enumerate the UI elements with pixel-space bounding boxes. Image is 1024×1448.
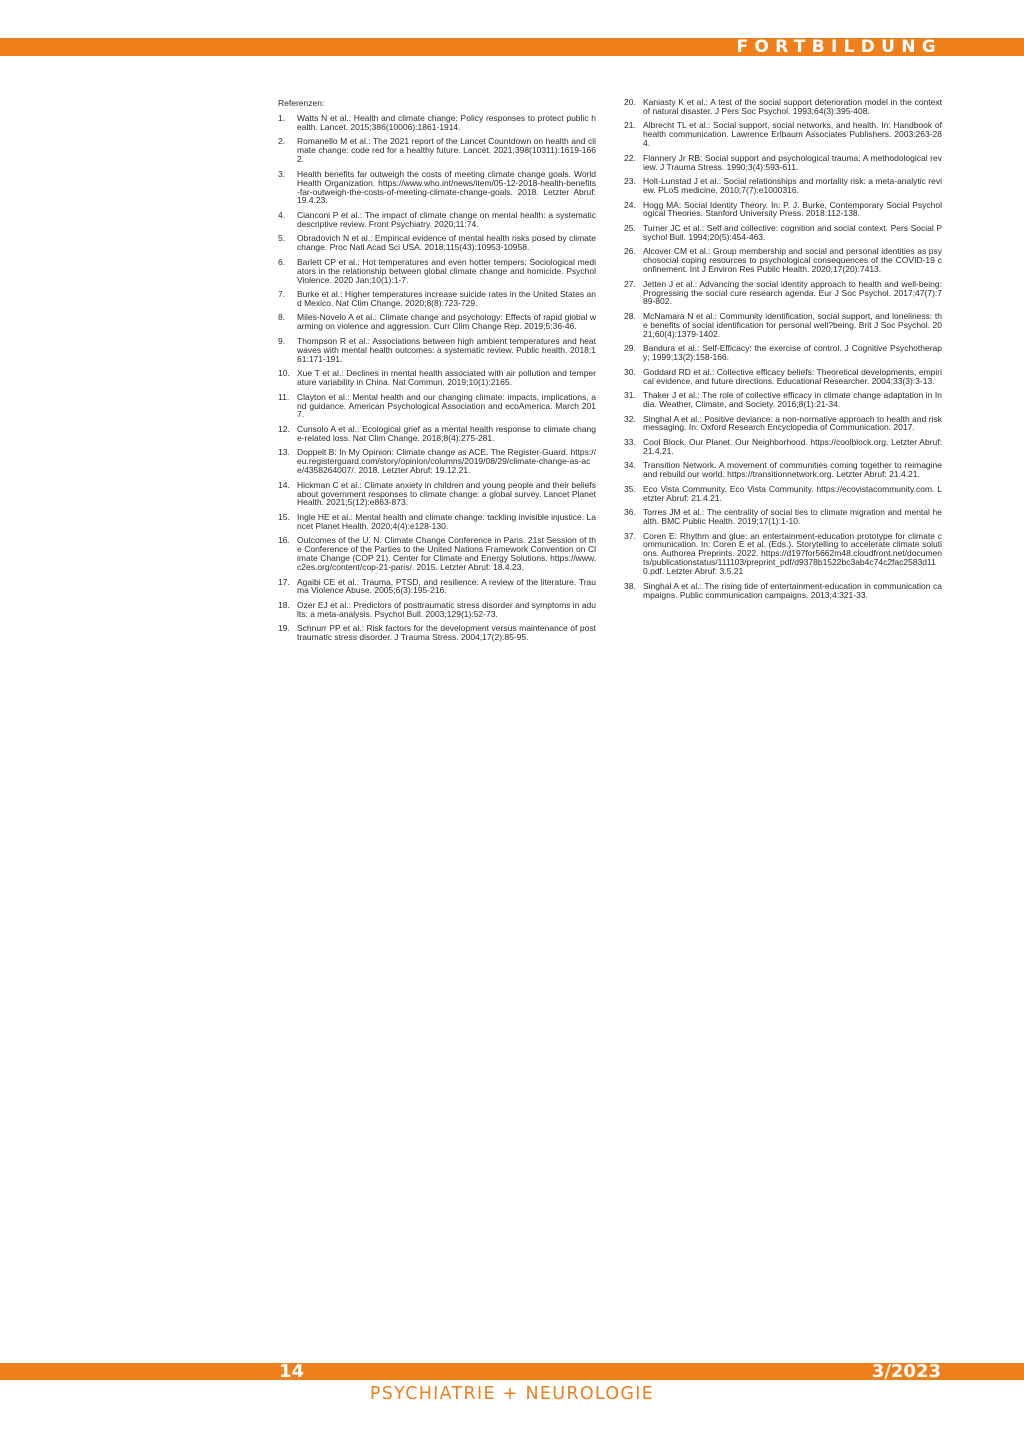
reference-text: Cunsolo A et al.: Ecological grief as a mental health response to climate change-related loss. Nat Clim Change. 2018;8(4):275-281. bbox=[297, 423, 596, 443]
reference-number: 24. bbox=[624, 199, 636, 210]
reference-text: Health benefits far outweigh the costs of meeting climate change goals. World Health Organization. https://www.who.int/news/item/05-12-2018-health-benefits-far-outweigh-the-costs-of-meeting-climate-change-goals. 2018. Letzter Abruf: 19.4.23. bbox=[297, 168, 596, 206]
reference-text: Cool Block. Our Planet. Our Neighborhood. https://coolblock.org. Letzter Abruf: 21.4.21. bbox=[643, 436, 942, 456]
references-left-column bbox=[278, 114, 596, 648]
reference-text: Jetten J et al.: Advancing the social identity approach to health and well-being: Progressing the social cure research agenda. Eur J Soc Psychol. 2017;47(7):789-802. bbox=[643, 278, 942, 307]
reference-number: 4. bbox=[278, 209, 286, 220]
reference-item bbox=[624, 280, 942, 307]
reference-number: 15. bbox=[278, 511, 290, 522]
reference-item bbox=[624, 485, 942, 503]
reference-number: 2. bbox=[278, 136, 286, 147]
reference-item bbox=[624, 391, 942, 409]
reference-text: Ingle HE et al.: Mental health and climate change: tackling invisible injustice. Lancet Planet Health. 2020;4(4):e128-130. bbox=[297, 511, 596, 531]
reference-text: Outcomes of the U. N. Climate Change Conference in Paris. 21st Session of the Conference of the Parties to the United Nations Framework Convention on Climate Change (COP 21). Center for Climate and Energy Solutions. https://www.c2es.org/content/cop-21-paris/. 2015. Letzter Abruf: 18.4.23. bbox=[297, 535, 596, 573]
reference-text: Albrecht TL et al.: Social support, social networks, and health. In: Handbook of health communication. Lawrence Erlbaum Associates Publishers. 2003:263-284. bbox=[643, 120, 942, 149]
reference-text: Kaniasty K et al.: A test of the social support deterioration model in the context of natural disaster. J Pers Soc Psychol. 1993;64(3):395-408. bbox=[643, 97, 942, 116]
reference-text: Thompson R et al.: Associations between high ambient temperatures and heat waves with mental health outcomes: a systematic review. Public health. 2018;161:171-191. bbox=[297, 335, 596, 364]
reference-number: 7. bbox=[278, 289, 286, 300]
reference-text: Obradovich N et al.: Empirical evidence of mental health risks posed by climate change. Proc Natl Acad Sci USA. 2018;115(43):10953-10958. bbox=[297, 233, 596, 253]
reference-text: Xue T et al.: Declines in mental health associated with air pollution and temperature variability in China. Nat Commun. 2019;10(1):2165. bbox=[297, 368, 596, 388]
reference-number: 26. bbox=[624, 246, 636, 257]
reference-number: 33. bbox=[624, 436, 636, 447]
reference-item bbox=[278, 578, 596, 596]
reference-text: Ozer EJ et al.: Predictors of posttraumatic stress disorder and symptoms in adults: a meta-analysis. Psychol Bull. 2003;129(1):52-73. bbox=[297, 599, 596, 619]
reference-text: Watts N et al.: Health and climate change: Policy responses to protect public health. Lancet. 2015;386(10006):1861-1914. bbox=[297, 113, 596, 132]
reference-item bbox=[624, 438, 942, 456]
reference-text: Turner JC et al.: Self and collective: cognition and social context. Pers Social Psychol Bull. 1994;20(5):454-463. bbox=[643, 222, 942, 242]
reference-text: Hogg MA: Social Identity Theory. In: P. J. Burke, Contemporary Social Psychological Theories. Stanford University Press. 2018:112-138. bbox=[643, 199, 942, 219]
reference-text: Flannery Jr RB: Social support and psychological trauma: A methodological review. J Trauma Stress. 1990;3(4):593-611. bbox=[643, 152, 942, 172]
reference-number: 14. bbox=[278, 479, 290, 490]
section-label: FORTBILDUNG bbox=[736, 37, 942, 57]
reference-number: 13. bbox=[278, 447, 290, 458]
reference-item bbox=[278, 448, 596, 475]
reference-text: Bandura et al.: Self-Efficacy: the exercise of control. J Cognitive Psychotherapy; 1999;13(2):158-166. bbox=[643, 343, 942, 363]
reference-number: 12. bbox=[278, 423, 290, 434]
reference-text: Doppelt B: In My Opinion: Climate change as ACE. The Register-Guard. https://eu.registerguard.com/story/opinion/columns/2019/08/29/climate-change-as-ace/4358264007/. 2018. Letzter Abruf: 19.12.21. bbox=[297, 447, 596, 476]
reference-number: 27. bbox=[624, 278, 636, 289]
reference-number: 30. bbox=[624, 366, 636, 377]
reference-item bbox=[624, 154, 942, 172]
reference-item bbox=[278, 624, 596, 642]
reference-number: 34. bbox=[624, 460, 636, 471]
reference-item bbox=[624, 224, 942, 242]
reference-item bbox=[624, 247, 942, 274]
reference-item bbox=[278, 393, 596, 420]
issue-label: 3/2023 bbox=[871, 1361, 941, 1382]
reference-number: 17. bbox=[278, 576, 290, 587]
reference-item bbox=[624, 368, 942, 386]
reference-text: Coren E: Rhythm and glue: an entertainment-education prototype for climate communication. In: Coren E et al. (Eds.). Storytelling to accelerate climate solutions. Authorea Preprints. 2022. https://d197for5662m48.cloudfront.net/documents/publicationstatus/111103/preprint_pdf/d9378b1522bc3ab4c74c2fac2583d110.pdf. Letzter Abruf: 3.5.21 bbox=[643, 530, 942, 577]
reference-text: Holt-Lunstad J et al.: Social relationships and mortality risk: a meta-analytic review. PLoS medicine. 2010;7(7):e1000316. bbox=[643, 176, 942, 196]
reference-item bbox=[624, 312, 942, 339]
reference-item bbox=[278, 234, 596, 252]
reference-number: 38. bbox=[624, 580, 636, 591]
reference-item bbox=[278, 425, 596, 443]
reference-number: 21. bbox=[624, 120, 636, 131]
reference-text: Eco Vista Community. Eco Vista Community. https://ecovistacommunity.com. Letzter Abruf: 21.4.21. bbox=[643, 483, 942, 503]
reference-item bbox=[278, 290, 596, 308]
reference-item bbox=[624, 344, 942, 362]
reference-item bbox=[278, 481, 596, 508]
reference-item bbox=[624, 98, 942, 116]
reference-item bbox=[278, 601, 596, 619]
reference-text: Torres JM et al.: The centrality of social ties to climate migration and mental health. BMC Public Health. 2019;17(1):1-10. bbox=[643, 507, 942, 527]
reference-item bbox=[624, 532, 942, 577]
reference-number: 37. bbox=[624, 530, 636, 541]
reference-number: 8. bbox=[278, 312, 286, 323]
reference-text: Goddard RD et al.: Collective efficacy beliefs: Theoretical developments, empirical evidence, and future directions. Educational Researcher. 2004;33(3):3-13. bbox=[643, 366, 942, 386]
reference-item bbox=[278, 137, 596, 164]
reference-text: Romanello M et al.: The 2021 report of the Lancet Countdown on health and climate change: code red for a healthy future. Lancet. 2021;398(10311):1619-1662. bbox=[297, 136, 596, 165]
reference-item bbox=[624, 177, 942, 195]
reference-item bbox=[278, 369, 596, 387]
reference-item bbox=[624, 508, 942, 526]
references-heading: Referenzen: bbox=[278, 98, 325, 108]
reference-text: Clayton et al.: Mental health and our changing climate: impacts, implications, and guidance. American Psychological Association and ecoAmerica. March 2017. bbox=[297, 391, 596, 420]
reference-number: 11. bbox=[278, 391, 290, 402]
reference-item bbox=[624, 121, 942, 148]
reference-item bbox=[278, 114, 596, 132]
reference-item bbox=[624, 582, 942, 600]
reference-number: 22. bbox=[624, 152, 636, 163]
reference-item bbox=[278, 170, 596, 206]
reference-item bbox=[278, 536, 596, 572]
reference-text: Hickman C et al.: Climate anxiety in children and young people and their beliefs about government responses to climate change: a global survey. Lancet Planet Health. 2021;5(12):e863-873. bbox=[297, 479, 596, 508]
reference-text: Cianconi P et al.: The impact of climate change on mental health: a systematic descriptive review. Front Psychiatry. 2020;11:74. bbox=[297, 209, 596, 229]
reference-number: 19. bbox=[278, 623, 290, 634]
reference-number: 18. bbox=[278, 599, 290, 610]
reference-text: Schnurr PP et al.: Risk factors for the development versus maintenance of posttraumatic stress disorder. J Trauma Stress. 2004;17(2):85-95. bbox=[297, 623, 596, 643]
reference-number: 5. bbox=[278, 233, 286, 244]
reference-number: 28. bbox=[624, 310, 636, 321]
reference-text: Transition Network. A movement of communities coming together to reimagine and rebuild our world. https://transitionnetwork.org. Letzter Abruf: 21.4.21. bbox=[643, 460, 942, 480]
reference-number: 20. bbox=[624, 97, 636, 107]
reference-item bbox=[278, 211, 596, 229]
reference-number: 3. bbox=[278, 168, 286, 179]
reference-text: Barlett CP et al.: Hot temperatures and even hotter tempers: Sociological mediators in the relationship between global climate change and homicide. Psychol Violence. 2020 Jan;10(1):1-7. bbox=[297, 256, 596, 285]
reference-number: 23. bbox=[624, 176, 636, 187]
reference-item bbox=[278, 513, 596, 531]
references-right-column bbox=[624, 98, 942, 605]
reference-text: Singhal A et al.: The rising tide of entertainment-education in communication campaigns. Public communication campaigns. 2013;4:321-33. bbox=[643, 580, 942, 600]
footer-bar bbox=[0, 1363, 1024, 1380]
reference-text: Miles-Novelo A et al.: Climate change and psychology: Effects of rapid global warming on violence and aggression. Curr Clim Change Rep. 2019;5:36-46. bbox=[297, 312, 596, 332]
reference-number: 1. bbox=[278, 113, 286, 123]
reference-text: Singhal A et al.: Positive deviance: a non-normative approach to health and risk messaging. In: Oxford Research Encyclopedia of Communication. 2017. bbox=[643, 413, 942, 433]
reference-number: 29. bbox=[624, 343, 636, 354]
page-number: 14 bbox=[279, 1361, 305, 1382]
reference-number: 16. bbox=[278, 535, 290, 546]
reference-number: 36. bbox=[624, 507, 636, 518]
reference-text: Thaker J et al.: The role of collective efficacy in climate change adaptation in India. Weather, Climate, and Society. 2016;8(1):21-34. bbox=[643, 390, 942, 409]
journal-title: PSYCHIATRIE + NEUROLOGIE bbox=[369, 1384, 655, 1404]
reference-number: 6. bbox=[278, 256, 286, 267]
reference-text: Burke et al.: Higher temperatures increase suicide rates in the United States and Mexico. Nat Clim Change. 2020;8(8):723-729. bbox=[297, 289, 596, 308]
reference-text: McNamara N et al.: Community identification, social support, and loneliness: the benefits of social identification for personal well?being. Brit J Soc Psychol. 2021;60(4):1379-1402. bbox=[643, 310, 942, 339]
reference-item bbox=[624, 461, 942, 479]
reference-text: Alcover CM et al.: Group membership and social and personal identities as psychosocial coping resources to psychological consequences of the COVID-19 confinement. Int J Environ Res Public Health. 2020;17(20):7413. bbox=[643, 246, 942, 275]
reference-item bbox=[278, 258, 596, 285]
reference-number: 9. bbox=[278, 335, 286, 346]
reference-item bbox=[624, 415, 942, 433]
reference-text: Agaibi CE et al.: Trauma, PTSD, and resilience: A review of the literature. Trauma Violence Abuse. 2005;6(3):195-216. bbox=[297, 576, 596, 596]
reference-item bbox=[278, 337, 596, 364]
reference-item bbox=[624, 201, 942, 219]
reference-number: 25. bbox=[624, 222, 636, 233]
reference-number: 35. bbox=[624, 483, 636, 494]
reference-number: 31. bbox=[624, 390, 636, 401]
reference-item bbox=[278, 313, 596, 331]
reference-number: 10. bbox=[278, 368, 290, 379]
reference-number: 32. bbox=[624, 413, 636, 424]
